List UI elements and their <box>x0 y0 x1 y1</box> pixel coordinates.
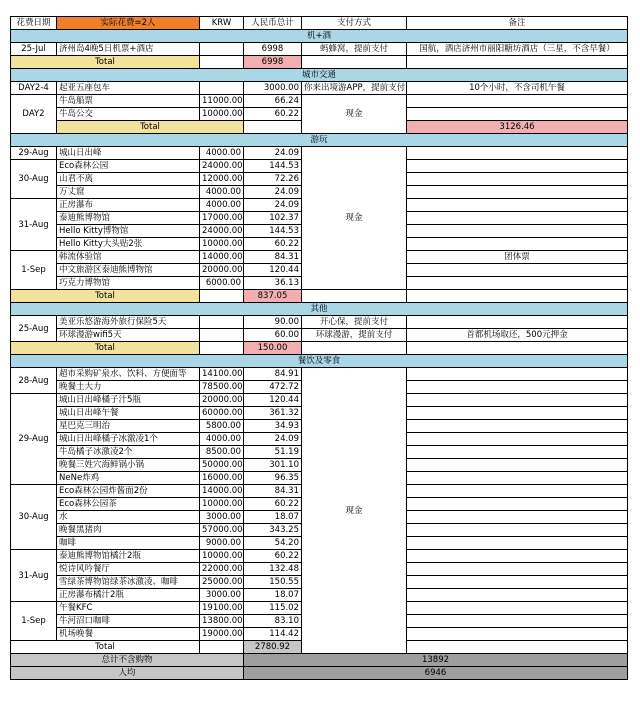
item-cell: 中文旅游区泰迪熊博物馆 <box>57 264 200 277</box>
item-cell: NeNe炸鸡 <box>57 472 200 485</box>
krw-cell: 11000.00 <box>200 95 244 108</box>
krw-cell <box>200 82 244 95</box>
flight-hotel-total-value: 6998 <box>244 56 302 69</box>
transport-section-row <box>11 69 628 82</box>
rmb-cell: 3000.00 <box>244 82 302 95</box>
food-total-value: 2780.92 <box>244 641 302 654</box>
note-cell <box>407 407 628 420</box>
krw-cell: 50000.00 <box>200 459 244 472</box>
note-cell <box>407 498 628 511</box>
rmb-cell: 60.22 <box>244 238 302 251</box>
item-cell: 城山日出峰橘子冰激凌1个 <box>57 433 200 446</box>
rmb-cell: 18.07 <box>244 589 302 602</box>
item-cell: 机场晚餐 <box>57 628 200 641</box>
krw-cell: 78500.00 <box>200 381 244 394</box>
sightseeing-total-note-blank <box>407 290 628 303</box>
per-person-label: 人均 <box>11 667 244 680</box>
date-cell: 1-Sep <box>11 251 57 290</box>
transport-row <box>11 82 628 95</box>
item-cell: 济州岛4晚5日机票+酒店 <box>57 43 200 56</box>
note-cell <box>407 95 628 108</box>
date-cell: DAY2 <box>11 95 57 134</box>
item-cell: 正房瀑布 <box>57 199 200 212</box>
rmb-cell: 51.19 <box>244 446 302 459</box>
note-cell <box>407 277 628 290</box>
item-cell: 牛岛船票 <box>57 95 200 108</box>
rmb-cell: 72.26 <box>244 173 302 186</box>
date-cell: 25-Aug <box>11 316 57 342</box>
rmb-cell: 361.32 <box>244 407 302 420</box>
note-cell <box>407 160 628 173</box>
rmb-cell: 96.35 <box>244 472 302 485</box>
krw-cell: 9000.00 <box>200 537 244 550</box>
krw-cell: 20000.00 <box>200 264 244 277</box>
krw-cell <box>200 43 244 56</box>
note-cell <box>407 264 628 277</box>
item-cell: Hello Kitty大头贴2张 <box>57 238 200 251</box>
rmb-cell: 84.31 <box>244 485 302 498</box>
food-section-title: 餐饮及零食 <box>11 355 628 368</box>
krw-cell: 20000.00 <box>200 394 244 407</box>
note-cell: 团体票 <box>407 251 628 264</box>
note-cell <box>407 472 628 485</box>
header-date: 花费日期 <box>11 17 57 30</box>
other-section-row <box>11 303 628 316</box>
header-spend: 实际花费=2人 <box>57 17 200 30</box>
sightseeing-total-spacer <box>200 290 244 303</box>
payment-cell: 现金 <box>302 147 407 290</box>
grand-total-value: 13892 <box>244 654 628 667</box>
krw-cell: 24000.00 <box>200 160 244 173</box>
payment-cell: 开心保，提前支付 <box>302 316 407 329</box>
krw-cell: 12000.00 <box>200 173 244 186</box>
date-cell: DAY2-4 <box>11 82 57 95</box>
item-cell: 泰迪熊博物馆橘汁2瓶 <box>57 550 200 563</box>
rmb-cell: 36.13 <box>244 277 302 290</box>
item-cell: 星巴克三明治 <box>57 420 200 433</box>
food-total-spacer <box>200 641 244 654</box>
krw-cell: 14000.00 <box>200 251 244 264</box>
other-row <box>11 329 628 342</box>
sightseeing-row <box>11 147 628 160</box>
other-total-row <box>11 342 628 355</box>
sightseeing-total-value: 837.05 <box>244 290 302 303</box>
flight-hotel-total-row <box>11 56 628 69</box>
item-cell: 城山日出峰 <box>57 147 200 160</box>
sightseeing-section-row <box>11 134 628 147</box>
note-cell <box>407 485 628 498</box>
krw-cell: 60000.00 <box>200 407 244 420</box>
krw-cell: 10000.00 <box>200 108 244 121</box>
note-cell <box>407 108 628 121</box>
krw-cell: 16000.00 <box>200 472 244 485</box>
krw-cell: 22000.00 <box>200 563 244 576</box>
note-cell <box>407 537 628 550</box>
rmb-cell: 90.00 <box>244 316 302 329</box>
krw-cell: 6000.00 <box>200 277 244 290</box>
item-cell: 城山日出峰橘子汁5瓶 <box>57 394 200 407</box>
krw-cell: 10000.00 <box>200 238 244 251</box>
rmb-cell: 343.25 <box>244 524 302 537</box>
grand-total-label: 总计不含购物 <box>11 654 244 667</box>
note-cell <box>407 433 628 446</box>
note-cell <box>407 381 628 394</box>
note-cell <box>407 173 628 186</box>
item-cell: 咖啡 <box>57 537 200 550</box>
sightseeing-total-pay-blank <box>302 290 407 303</box>
item-cell: 晚餐土大力 <box>57 381 200 394</box>
header-krw: KRW <box>200 17 244 30</box>
krw-cell: 17000.00 <box>200 212 244 225</box>
item-cell: 午餐KFC <box>57 602 200 615</box>
note-cell <box>407 420 628 433</box>
transport-total-value: 3126.46 <box>407 121 628 134</box>
transport-section-title: 城市交通 <box>11 69 628 82</box>
other-total-note-blank <box>407 342 628 355</box>
rmb-cell: 24.09 <box>244 147 302 160</box>
item-cell: Hello Kitty博物馆 <box>57 225 200 238</box>
rmb-cell: 84.91 <box>244 368 302 381</box>
rmb-cell: 60.22 <box>244 108 302 121</box>
krw-cell: 14100.00 <box>200 368 244 381</box>
date-cell: 30-Aug <box>11 485 57 550</box>
date-cell: 28-Aug <box>11 368 57 394</box>
header-rmb: 人民币总计 <box>244 17 302 30</box>
note-cell <box>407 316 628 329</box>
item-cell: 巧克力博物馆 <box>57 277 200 290</box>
item-cell: 牛岛橘子冰激凌2个 <box>57 446 200 459</box>
item-cell: Eco森林公园 <box>57 160 200 173</box>
other-total-spacer <box>200 342 244 355</box>
item-cell: 环球漫游wifi5天 <box>57 329 200 342</box>
note-cell <box>407 459 628 472</box>
header-row <box>11 17 628 30</box>
rmb-cell: 60.22 <box>244 498 302 511</box>
transport-row <box>11 95 628 108</box>
header-note: 备注 <box>407 17 628 30</box>
item-cell: 牛岛公交 <box>57 108 200 121</box>
note-cell <box>407 615 628 628</box>
note-cell <box>407 602 628 615</box>
date-cell: 25-Jul <box>11 43 57 56</box>
summary-total-row <box>11 654 628 667</box>
rmb-cell: 34.93 <box>244 420 302 433</box>
rmb-cell: 54.20 <box>244 537 302 550</box>
item-cell: 超市采购矿泉水、饮料、方便面等 <box>57 368 200 381</box>
note-cell <box>407 199 628 212</box>
rmb-cell: 18.07 <box>244 511 302 524</box>
krw-cell: 13800.00 <box>200 615 244 628</box>
rmb-cell: 24.09 <box>244 186 302 199</box>
note-cell <box>407 225 628 238</box>
krw-cell: 10000.00 <box>200 498 244 511</box>
flight-hotel-section-title: 机+酒 <box>11 30 628 43</box>
krw-cell: 57000.00 <box>200 524 244 537</box>
rmb-cell: 472.72 <box>244 381 302 394</box>
krw-cell: 8500.00 <box>200 446 244 459</box>
item-cell: 起亚五座包车 <box>57 82 200 95</box>
rmb-cell: 6998 <box>244 43 302 56</box>
krw-cell: 5800.00 <box>200 420 244 433</box>
krw-cell: 4000.00 <box>200 186 244 199</box>
transport-total-spacer <box>244 121 302 134</box>
rmb-cell: 83.10 <box>244 615 302 628</box>
rmb-cell: 301.10 <box>244 459 302 472</box>
flight-hotel-section-row <box>11 30 628 43</box>
rmb-cell: 114.42 <box>244 628 302 641</box>
payment-cell: 环球漫游，提前支付 <box>302 329 407 342</box>
rmb-cell: 24.09 <box>244 199 302 212</box>
item-cell: 牛河沼口咖啡 <box>57 615 200 628</box>
item-cell: Eco森林公园茶 <box>57 498 200 511</box>
item-cell: 城山日出峰午餐 <box>57 407 200 420</box>
sightseeing-section-title: 游玩 <box>11 134 628 147</box>
date-cell: 31-Aug <box>11 550 57 602</box>
note-cell <box>407 550 628 563</box>
krw-cell: 14000.00 <box>200 485 244 498</box>
rmb-cell: 102.37 <box>244 212 302 225</box>
food-total-note-blank <box>407 641 628 654</box>
flight-hotel-total-pay-blank <box>302 56 407 69</box>
payment-cell: 现金 <box>302 95 407 134</box>
krw-cell: 10000.00 <box>200 550 244 563</box>
note-cell: 首都机场取还，500元押金 <box>407 329 628 342</box>
note-cell <box>407 238 628 251</box>
food-section-row <box>11 355 628 368</box>
sightseeing-total-row <box>11 290 628 303</box>
rmb-cell: 144.53 <box>244 160 302 173</box>
food-total-label: Total <box>11 641 200 654</box>
krw-cell <box>200 316 244 329</box>
date-cell: 30-Aug <box>11 160 57 199</box>
krw-cell: 4000.00 <box>200 433 244 446</box>
note-cell <box>407 368 628 381</box>
krw-cell: 4000.00 <box>200 199 244 212</box>
krw-cell: 4000.00 <box>200 147 244 160</box>
note-cell <box>407 563 628 576</box>
item-cell: 泰迪熊博物馆 <box>57 212 200 225</box>
other-section-title: 其他 <box>11 303 628 316</box>
item-cell: 晚餐三姓穴海鲜锅小锅 <box>57 459 200 472</box>
rmb-cell: 120.44 <box>244 264 302 277</box>
item-cell: Eco森林公园炸酱面2份 <box>57 485 200 498</box>
per-person-value: 6946 <box>244 667 628 680</box>
flight-hotel-total-note-blank <box>407 56 628 69</box>
krw-cell: 3000.00 <box>200 589 244 602</box>
item-cell: 山君不离 <box>57 173 200 186</box>
krw-cell: 25000.00 <box>200 576 244 589</box>
item-cell: 美亚乐悠游海外旅行保险5天 <box>57 316 200 329</box>
note-cell <box>407 589 628 602</box>
flight-hotel-row <box>11 43 628 56</box>
rmb-cell: 150.55 <box>244 576 302 589</box>
krw-cell: 19000.00 <box>200 628 244 641</box>
note-cell <box>407 628 628 641</box>
krw-cell: 19100.00 <box>200 602 244 615</box>
flight-hotel-total-spacer <box>200 56 244 69</box>
other-total-value: 150.00 <box>244 342 302 355</box>
date-cell: 1-Sep <box>11 602 57 641</box>
note-cell <box>407 186 628 199</box>
payment-cell: 现金 <box>302 368 407 654</box>
item-cell: 韩流体验馆 <box>57 251 200 264</box>
note-cell <box>407 394 628 407</box>
item-cell: 正房瀑布橘汁2瓶 <box>57 589 200 602</box>
other-total-pay-blank <box>302 342 407 355</box>
rmb-cell: 132.48 <box>244 563 302 576</box>
item-cell: 悦诗风吟餐厅 <box>57 563 200 576</box>
krw-cell <box>200 329 244 342</box>
note-cell <box>407 524 628 537</box>
expense-table-body <box>11 17 628 680</box>
note-cell <box>407 446 628 459</box>
sightseeing-total-label: Total <box>11 290 200 303</box>
other-row <box>11 316 628 329</box>
date-cell: 31-Aug <box>11 199 57 251</box>
payment-cell: 你来出境游APP，提前支付 <box>302 82 407 95</box>
date-cell: 29-Aug <box>11 147 57 160</box>
note-cell <box>407 212 628 225</box>
krw-cell: 24000.00 <box>200 225 244 238</box>
rmb-cell: 60.22 <box>244 550 302 563</box>
rmb-cell: 115.02 <box>244 602 302 615</box>
note-cell <box>407 147 628 160</box>
other-total-label: Total <box>11 342 200 355</box>
rmb-cell: 144.53 <box>244 225 302 238</box>
item-cell: 万丈窟 <box>57 186 200 199</box>
rmb-cell: 60.00 <box>244 329 302 342</box>
note-cell <box>407 511 628 524</box>
payment-cell: 蚂蜂窝，提前支付 <box>302 43 407 56</box>
rmb-cell: 120.44 <box>244 394 302 407</box>
rmb-cell: 84.31 <box>244 251 302 264</box>
header-payment: 支付方式 <box>302 17 407 30</box>
rmb-cell: 66.24 <box>244 95 302 108</box>
flight-hotel-total-label: Total <box>11 56 200 69</box>
item-cell: 水 <box>57 511 200 524</box>
summary-per-person-row <box>11 667 628 680</box>
krw-cell: 3000.00 <box>200 511 244 524</box>
transport-total-label: Total <box>57 121 244 134</box>
note-cell <box>407 576 628 589</box>
date-cell: 29-Aug <box>11 394 57 485</box>
note-cell: 国航，酒店济州市丽阳糖坊酒店（三星，不含早餐） <box>407 43 628 56</box>
item-cell: 雪绿茶博物馆绿茶冰激凌、咖啡 <box>57 576 200 589</box>
note-cell: 10个小时，不含司机午餐 <box>407 82 628 95</box>
expense-table <box>10 16 628 680</box>
rmb-cell: 24.09 <box>244 433 302 446</box>
item-cell: 晚餐黑猪肉 <box>57 524 200 537</box>
food-row <box>11 368 628 381</box>
